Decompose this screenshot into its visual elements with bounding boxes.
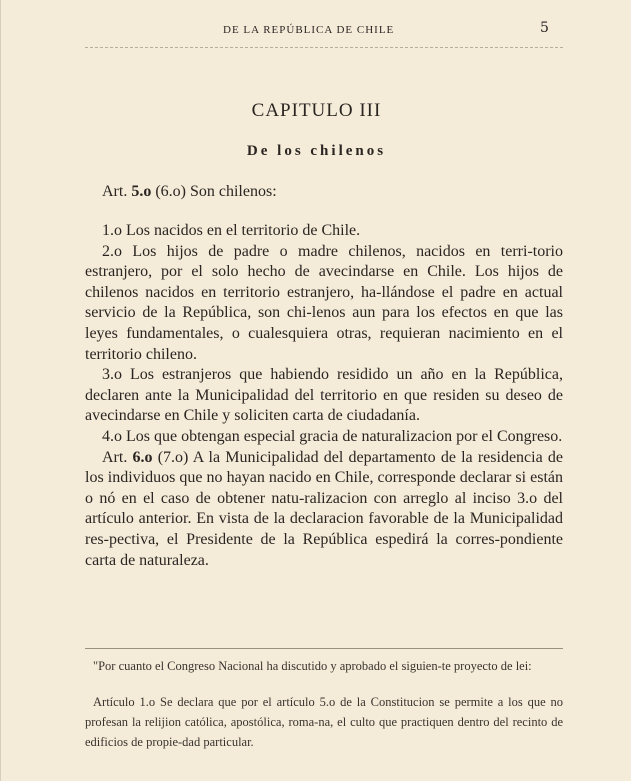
paragraph-1: 1.o Los nacidos en el territorio de Chile. <box>102 222 361 239</box>
chapter-title: CAPITULO III <box>251 100 382 121</box>
paragraph-4: 4.o Los que obtengan especial gracia de naturalizacion por el Congreso. <box>102 427 563 445</box>
article-6-rest: (7.o) A la Municipalidad del departamento de la residencia de los individuos que no hayan nacido en Chile, corresponde declarar si están o nó en el caso de obtener natu-ralizacion con arreglo al inciso 3.o del artículo anterior. En vista de la declaracion favorable de la Municipalidad res-pectiva, el Presidente de la República espedirá la corres-pondiente carta de naturaleza. <box>85 448 564 569</box>
article-5-rest: (6.o) Son chilenos: <box>151 183 277 200</box>
article-6-paragraph <box>85 448 563 572</box>
article-5-prefix: Art. <box>102 183 132 200</box>
footnote-rule <box>85 648 563 649</box>
page-number: 5 <box>540 20 549 36</box>
article-5-heading <box>102 183 277 201</box>
article-5-number: 5.o <box>131 183 152 200</box>
article-6-prefix: Art. <box>102 448 133 466</box>
article-5-body <box>85 221 563 571</box>
header-rule <box>85 47 563 48</box>
paragraph-3: 3.o Los estranjeros que habiendo residido un año en la República, declaren ante la Municipalidad del territorio en que residen su deseo de avecindarse en Chile y soliciten carta de ciudadanía. <box>85 366 563 425</box>
footnote-1: "Por cuanto el Congreso Nacional ha discutido y aprobado el siguien-te proyecto de lei: <box>93 659 532 673</box>
paragraph-2: 2.o Los hijos de padre o madre chilenos, nacidos en terri-torio estranjero, por el solo hecho de avecindarse en Chile. Los hijos de chilenos nacidos en territorio estranjero, ha-llándose el padre en actual servicio de la República, son chi-lenos aun para los efectos en que las leyes fundamentales, o cualesquiera otras, requieran nacimiento en el territorio chileno. <box>85 242 563 363</box>
footnote-2: Artículo 1.o Se declara que por el artículo 5.o de la Constitucion se permite a los que no profesan la relijion católica, apostólica, roma-na, el culto que practiquen dentro del recinto de edificios de propie-dad particular. <box>85 695 563 749</box>
section-title: De los chilenos <box>246 143 387 159</box>
article-6-number: 6.o <box>132 448 153 466</box>
running-head: DE LA REPÚBLICA DE CHILE <box>223 24 395 36</box>
footnote-block <box>85 656 563 752</box>
